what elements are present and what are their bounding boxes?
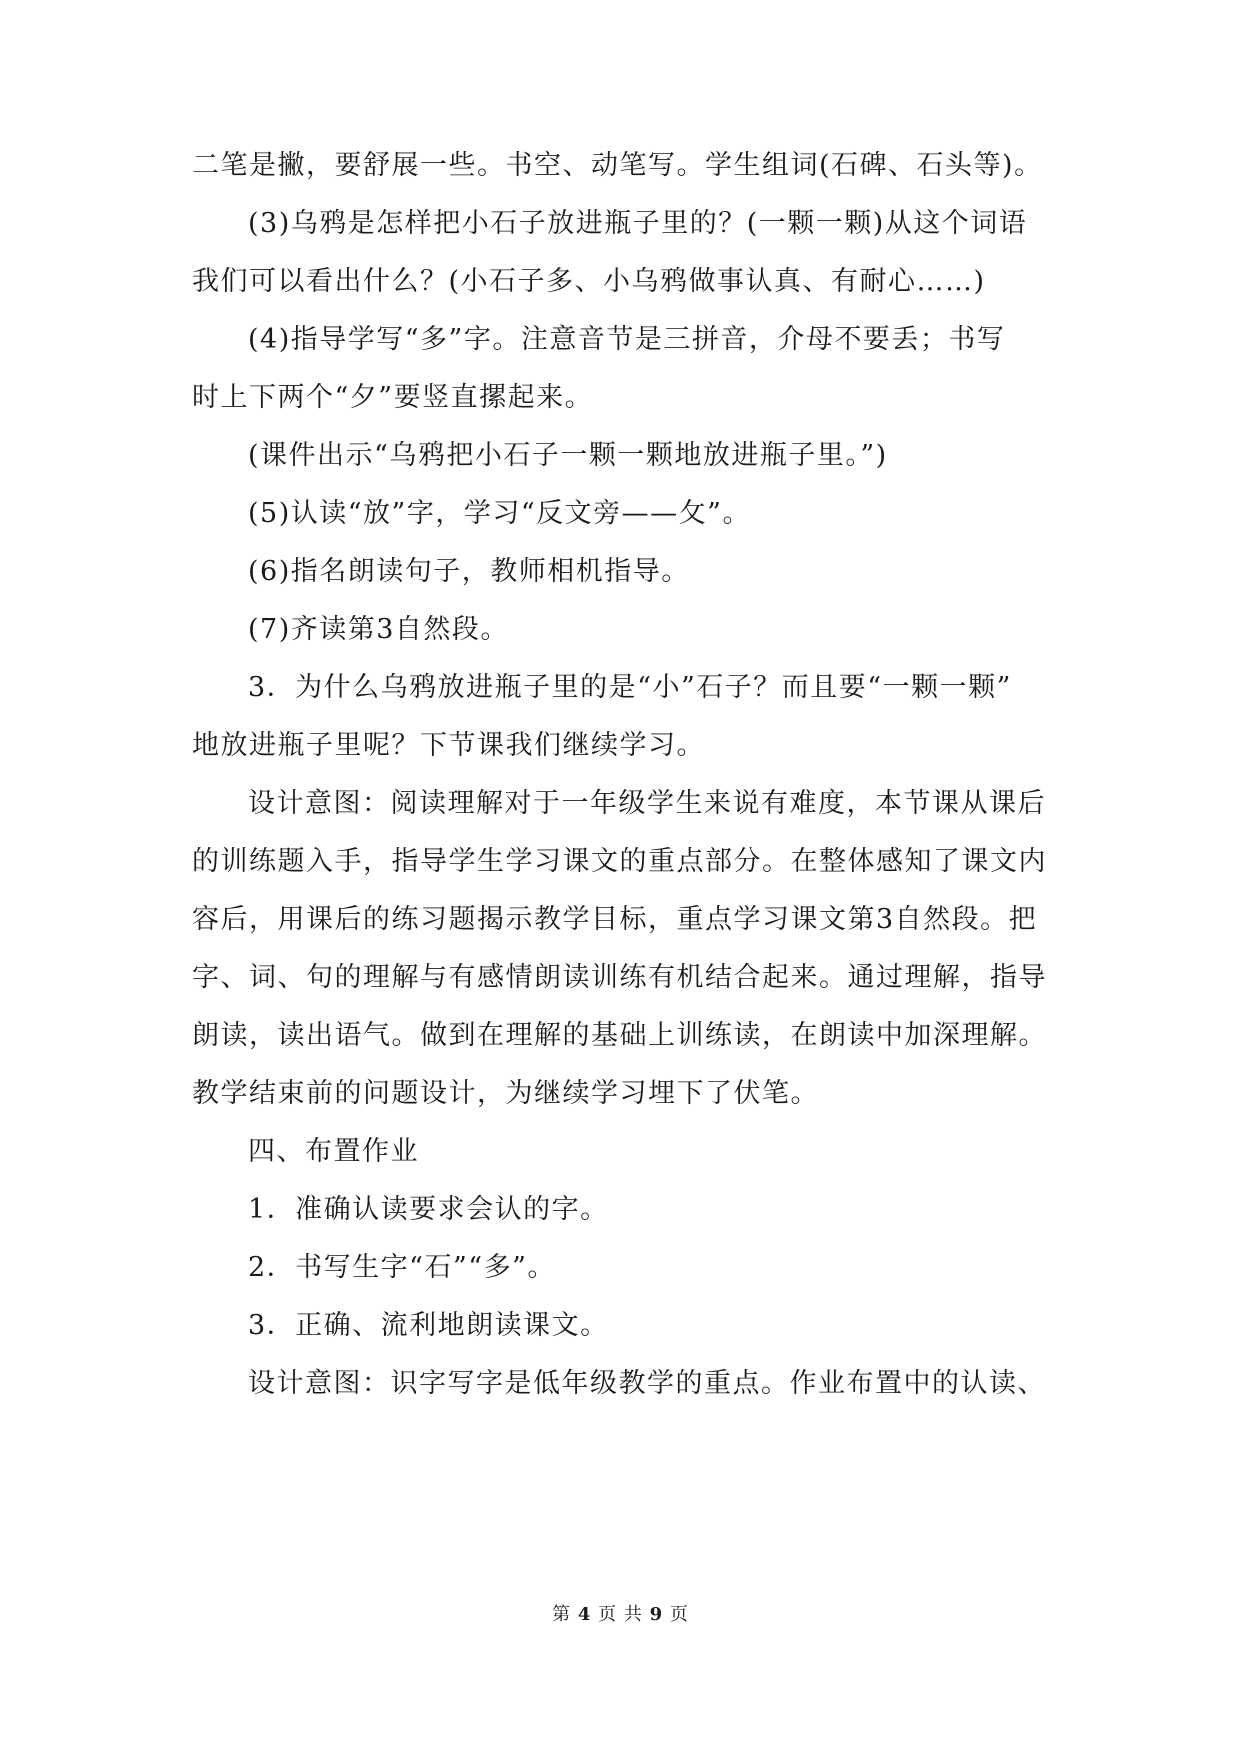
text-line: 设计意图：识字写字是低年级教学的重点。作业布置中的认读、	[248, 1368, 1046, 1399]
list-item: 2．书写生字“石”“多”。	[248, 1252, 556, 1283]
list-item: 1．准确认读要求会认的字。	[248, 1194, 609, 1225]
text-line: 二笔是撇，要舒展一些。书空、动笔写。学生组词(石碑、石头等)。	[192, 150, 1043, 181]
text-line: 我们可以看出什么？(小石子多、小乌鸦做事认真、有耐心……)	[192, 266, 986, 297]
text-line: 的训练题入手，指导学生学习课文的重点部分。在整体感知了课文内	[192, 846, 1047, 877]
footer-middle: 页 共	[598, 1604, 643, 1625]
text-line: 设计意图：阅读理解对于一年级学生来说有难度，本节课从课后	[248, 788, 1046, 819]
text-line: 朗读，读出语气。做到在理解的基础上训练读，在朗读中加深理解。	[192, 1020, 1047, 1051]
text-line: (5)认读“放”字，学习“反文旁——攵”。	[248, 498, 751, 529]
list-item: 3．正确、流利地朗读课文。	[248, 1310, 609, 1341]
footer-suffix: 页	[669, 1604, 689, 1625]
text-line: (4)指导学写“多”字。注意音节是三拼音，介母不要丢；书写	[248, 324, 1006, 355]
text-line: 时上下两个“夕”要竖直摞起来。	[192, 382, 594, 413]
text-line: (3)乌鸦是怎样把小石子放进瓶子里的？(一颗一颗)从这个词语	[248, 208, 1028, 239]
text-line: 字、词、句的理解与有感情朗读训练有机结合起来。通过理解，指导	[192, 962, 1047, 993]
text-line: 3．为什么乌鸦放进瓶子里的是“小”石子？而且要“一颗一颗”	[248, 672, 1012, 703]
text-line: (6)指名朗读句子，教师相机指导。	[248, 556, 690, 587]
footer-prefix: 第	[552, 1604, 572, 1625]
section-heading: 四、布置作业	[248, 1136, 419, 1167]
footer-total-pages: 9	[649, 1604, 664, 1625]
text-line: 教学结束前的问题设计，为继续学习埋下了伏笔。	[192, 1078, 819, 1109]
text-line: 容后，用课后的练习题揭示教学目标，重点学习课文第3自然段。把	[192, 904, 1038, 935]
text-line: (7)齐读第3自然段。	[248, 614, 509, 645]
page-footer	[0, 1603, 1241, 1627]
text-line: (课件出示“乌鸦把小石子一颗一颗地放进瓶子里。”)	[248, 440, 888, 471]
text-line: 地放进瓶子里呢？下节课我们继续学习。	[192, 730, 705, 761]
footer-page-number: 4	[577, 1604, 592, 1625]
